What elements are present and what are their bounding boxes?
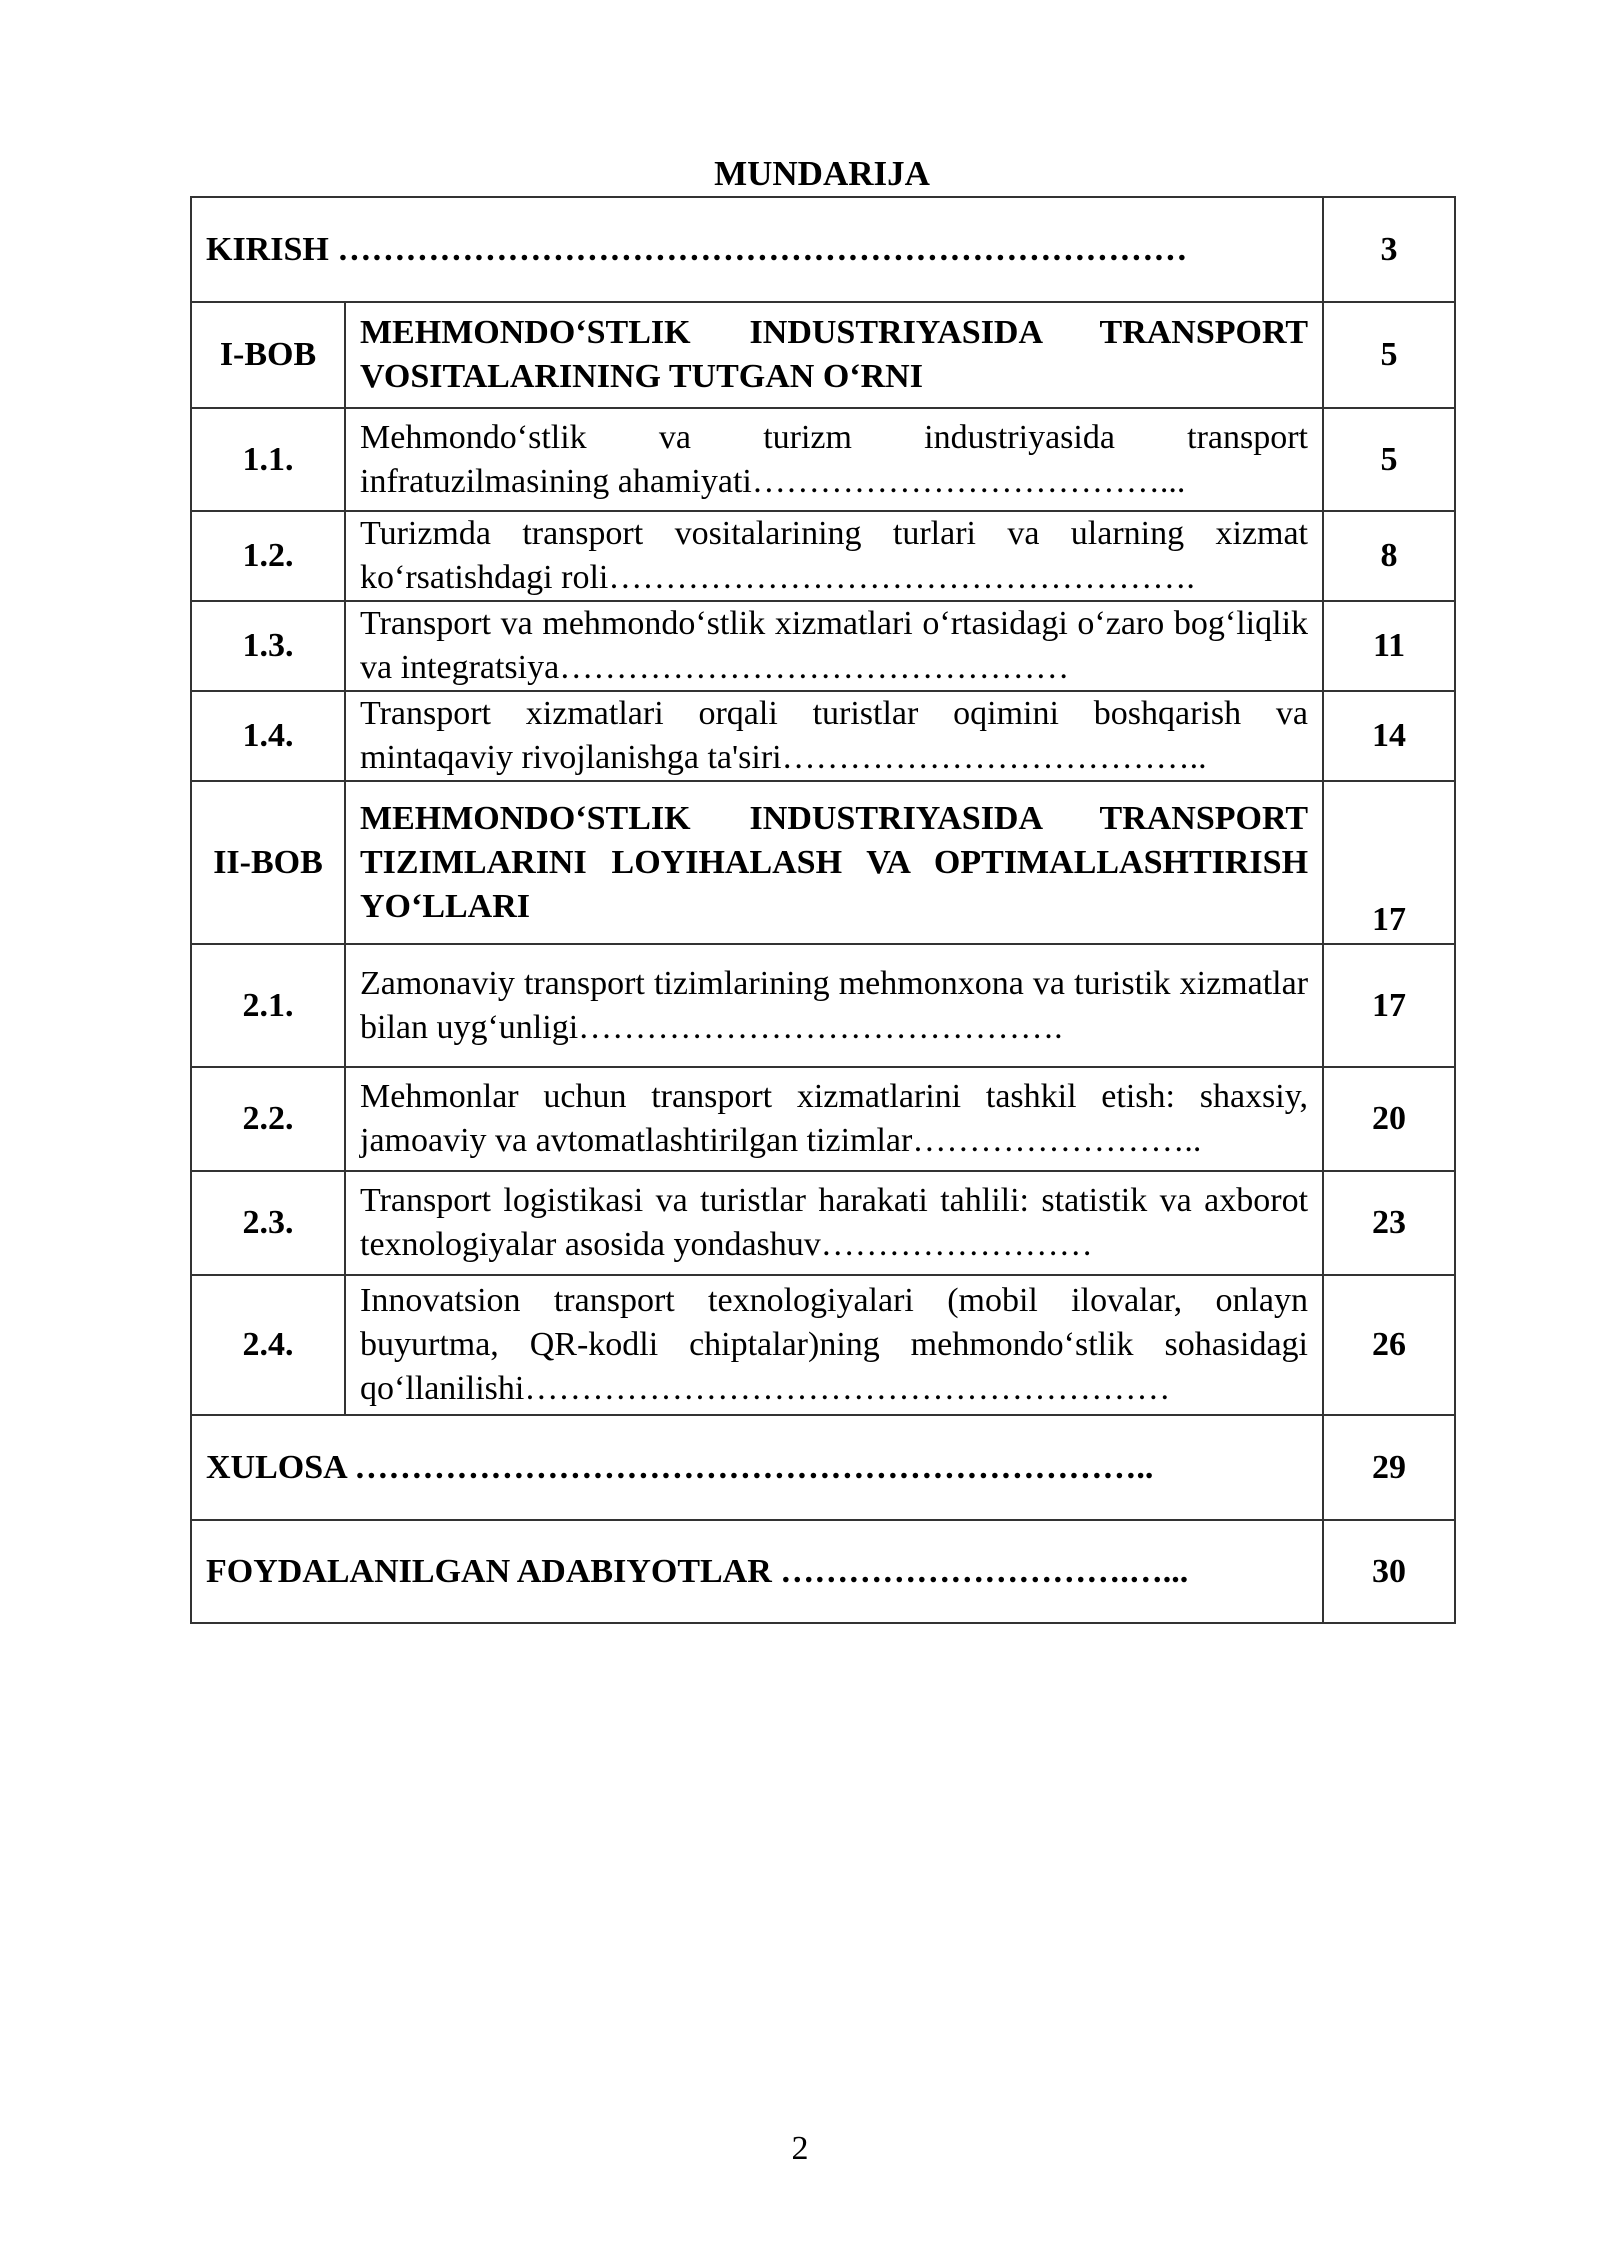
- toc-row-section-1-2[interactable]: [191, 511, 1455, 601]
- toc-page-number: 11: [1323, 601, 1455, 691]
- toc-section-title: Transport logistikasi va turistlar harakati tahlili: statistik va axborot texnologiyalar asosida yondashuv……………………: [345, 1171, 1323, 1275]
- toc-section-number: 1.1.: [191, 408, 345, 511]
- toc-page-number: 17: [1323, 944, 1455, 1067]
- toc-section-number: 1.4.: [191, 691, 345, 781]
- toc-section-title: Transport va mehmondo‘stlik xizmatlari o‘rtasidagi o‘zaro bog‘liqlik va integratsiya………………………………………: [345, 601, 1323, 691]
- toc-page-number: 26: [1323, 1275, 1455, 1415]
- toc-section-title: Mehmondo‘stlik va turizm industriyasida transport infratuzilmasining ahamiyati………………………………...: [345, 408, 1323, 511]
- toc-row-section-2-1[interactable]: [191, 944, 1455, 1067]
- toc-row-kirish[interactable]: [191, 197, 1455, 302]
- toc-chapter-number: II-BOB: [191, 781, 345, 944]
- toc-page-number: 29: [1323, 1415, 1455, 1520]
- toc-page-number: 5: [1323, 408, 1455, 511]
- toc-row-section-2-2[interactable]: [191, 1067, 1455, 1171]
- toc-page-number: 5: [1323, 302, 1455, 408]
- page-title: MUNDARIJA: [714, 154, 930, 193]
- toc-row-chapter-1[interactable]: [191, 302, 1455, 408]
- toc-row-section-2-3[interactable]: [191, 1171, 1455, 1275]
- toc-chapter-number: I-BOB: [191, 302, 345, 408]
- toc-chapter-title: MEHMONDO‘STLIK INDUSTRIYASIDA TRANSPORT TIZIMLARINI LOYIHALASH VA OPTIMALLASHTIRISH YO‘LLARI: [345, 781, 1323, 944]
- toc-section-title: Mehmonlar uchun transport xizmatlarini tashkil etish: shaxsiy, jamoaviy va avtomatlashtirilgan tizimlar……………………..: [345, 1067, 1323, 1171]
- toc-section-number: 2.1.: [191, 944, 345, 1067]
- toc-section-number: 2.3.: [191, 1171, 345, 1275]
- toc-page-number: 30: [1323, 1520, 1455, 1623]
- toc-section-number: 1.2.: [191, 511, 345, 601]
- toc-section-title: Transport xizmatlari orqali turistlar oqimini boshqarish va mintaqaviy rivojlanishga ta'siri………………………………..: [345, 691, 1323, 781]
- toc-row-section-1-1[interactable]: [191, 408, 1455, 511]
- toc-section-number: 2.2.: [191, 1067, 345, 1171]
- toc-entry-text: XULOSA ……………………………………………………………..: [191, 1415, 1323, 1520]
- toc-chapter-title: MEHMONDO‘STLIK INDUSTRIYASIDA TRANSPORT VOSITALARINING TUTGAN O‘RNI: [345, 302, 1323, 408]
- toc-section-title: Turizmda transport vositalarining turlari va ularning xizmat ko‘rsatishdagi roli…………………………………………….: [345, 511, 1323, 601]
- toc-page-number: 8: [1323, 511, 1455, 601]
- toc-row-section-1-4[interactable]: [191, 691, 1455, 781]
- toc-section-number: 1.3.: [191, 601, 345, 691]
- toc-section-title: Innovatsion transport texnologiyalari (mobil ilovalar, onlayn buyurtma, QR-kodli chiptalar)ning mehmondo‘stlik sohasidagi qo‘llanilishi…………………………………………………: [345, 1275, 1323, 1415]
- toc-entry-text: KIRISH …………………………………………………………………: [191, 197, 1323, 302]
- toc-row-chapter-2[interactable]: [191, 781, 1455, 944]
- toc-page-number: 23: [1323, 1171, 1455, 1275]
- toc-section-number: 2.4.: [191, 1275, 345, 1415]
- toc-page-number: 17: [1323, 781, 1455, 944]
- toc-row-references[interactable]: [191, 1520, 1455, 1623]
- table-of-contents: [190, 196, 1456, 1624]
- toc-entry-text: FOYDALANILGAN ADABIYOTLAR ………………………….…...: [191, 1520, 1323, 1623]
- toc-row-xulosa[interactable]: [191, 1415, 1455, 1520]
- toc-row-section-1-3[interactable]: [191, 601, 1455, 691]
- page-number: 2: [791, 2130, 809, 2167]
- toc-section-title: Zamonaviy transport tizimlarining mehmonxona va turistik xizmatlar bilan uyg‘unligi…………………………………….: [345, 944, 1323, 1067]
- toc-page-number: 20: [1323, 1067, 1455, 1171]
- toc-row-section-2-4[interactable]: [191, 1275, 1455, 1415]
- toc-page-number: 14: [1323, 691, 1455, 781]
- toc-page-number: 3: [1323, 197, 1455, 302]
